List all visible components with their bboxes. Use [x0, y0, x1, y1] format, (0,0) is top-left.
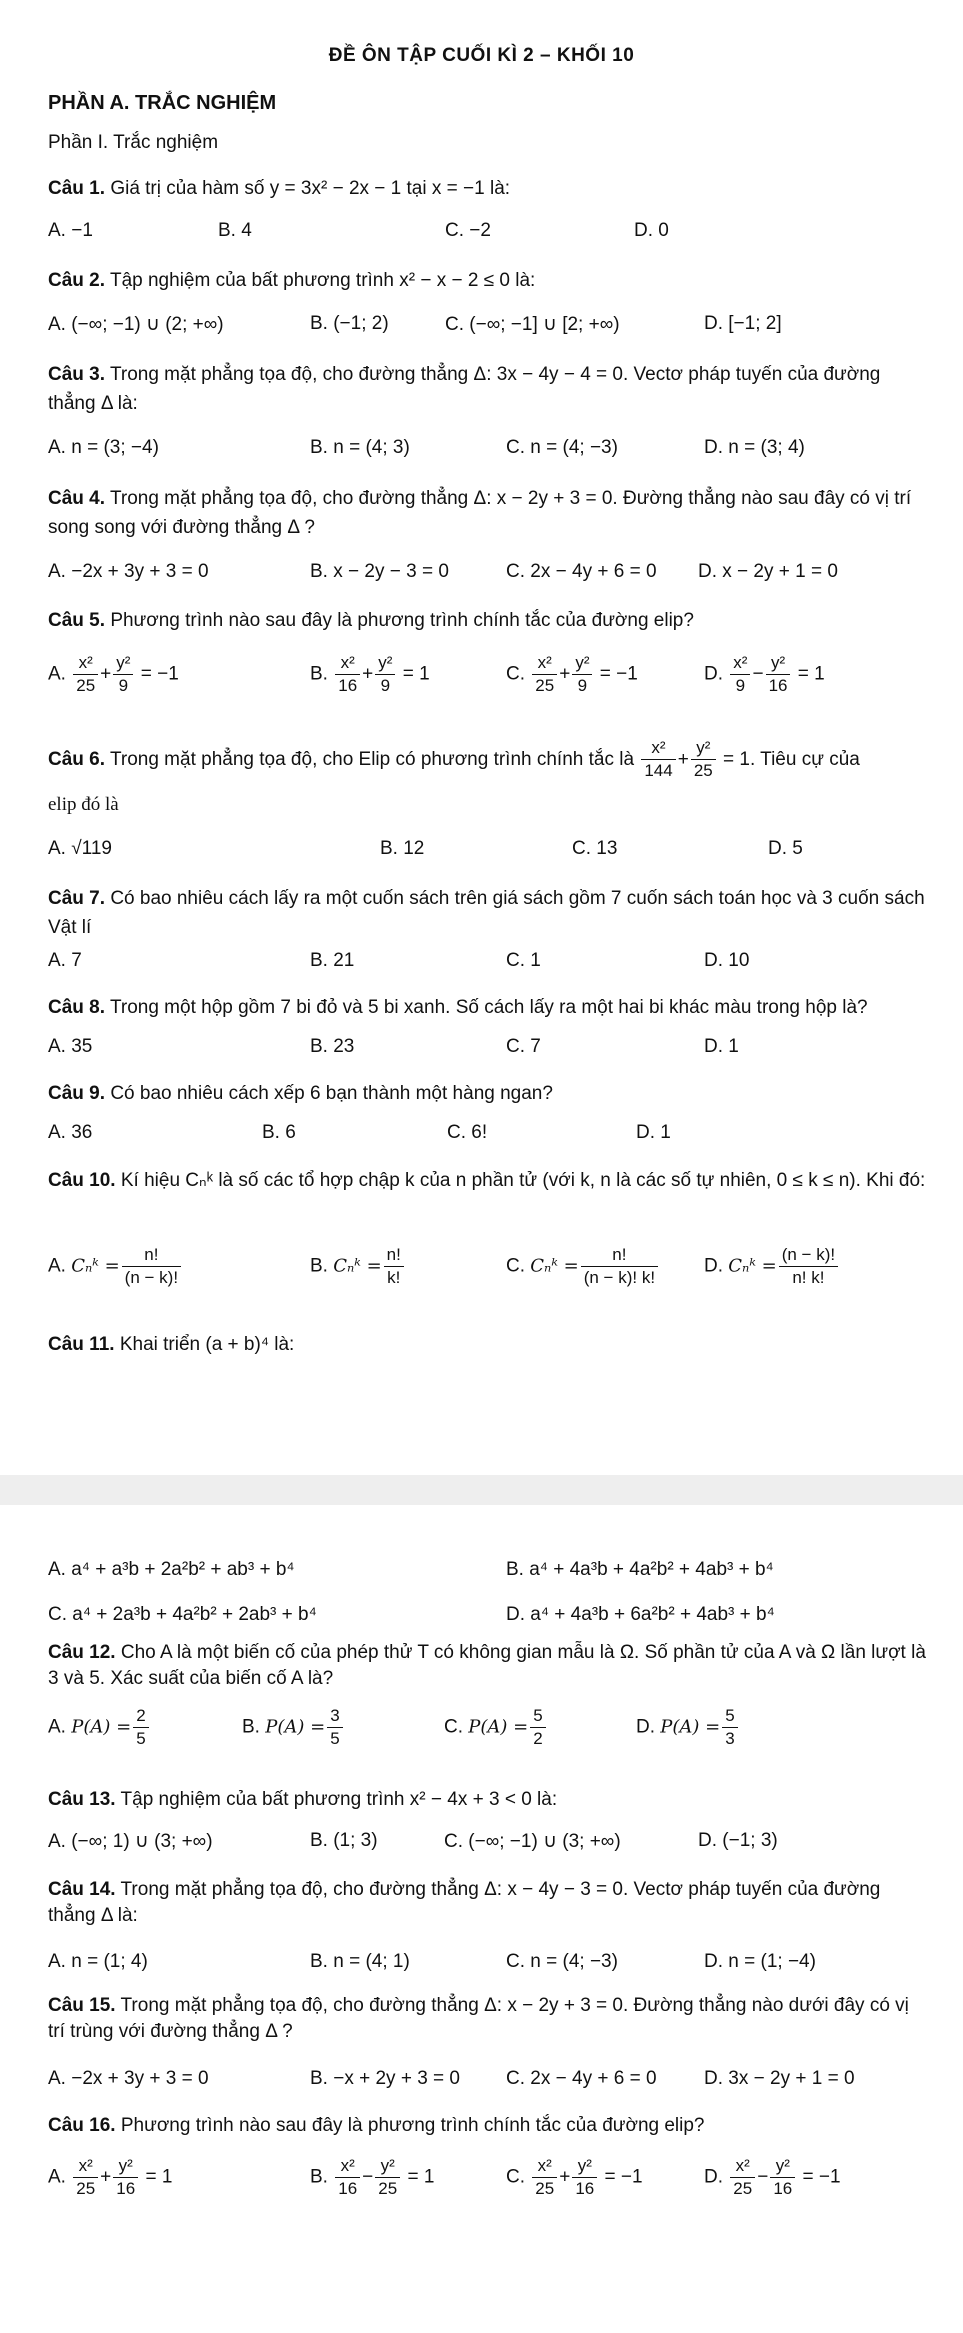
question-text: Trong mặt phẳng tọa độ, cho đường thẳng Δ: x − 4y − 3 = 0. Vectơ pháp tuyến của đường thẳng Δ là: — [48, 1879, 881, 1926]
question-text: Trong mặt phẳng tọa độ, cho Elip có phương trình chính tắc là — [109, 749, 635, 770]
option-c[interactable]: C. 2x − 4y + 6 = 0 — [506, 561, 657, 582]
question-text: Phương trình nào sau đây là phương trình chính tắc của đường elip? — [110, 610, 694, 631]
options-11-row-1 — [48, 1559, 928, 1599]
option-c[interactable]: C. (−∞; −1] ∪ [2; +∞) — [445, 314, 620, 335]
option-c[interactable]: C. n = (4; −3) — [506, 437, 618, 458]
option-b[interactable]: B. 12 — [380, 838, 425, 859]
question-number: Câu 13. — [48, 1789, 116, 1810]
option-d[interactable]: D. (−1; 3) — [698, 1830, 778, 1851]
document-title: ĐỀ ÔN TẬP CUỐI KÌ 2 – KHỐI 10 — [328, 45, 635, 66]
question-text: Trong một hộp gồm 7 bi đỏ và 5 bi xanh. Số cách lấy ra một hai bi khác màu trong hộp là? — [109, 997, 868, 1018]
question-12 — [48, 1640, 928, 1692]
question-7 — [48, 884, 928, 942]
question-number: Câu 10. — [48, 1170, 116, 1191]
option-c[interactable]: C. −2 — [445, 220, 491, 241]
section-part-a: PHẦN A. TRẮC NGHIỆM — [48, 92, 277, 114]
option-a[interactable]: A. (−∞; 1) ∪ (3; +∞) — [48, 1831, 213, 1852]
question-11 — [48, 1330, 928, 1359]
question-number: Câu 6. — [48, 749, 106, 770]
question-8 — [48, 993, 928, 1022]
options-6 — [48, 838, 928, 878]
option-b[interactable]: B. (1; 3) — [310, 1830, 378, 1851]
question-text: Phương trình nào sau đây là phương trình chính tắc của đường elip? — [120, 2115, 705, 2136]
option-a[interactable]: A. Cₙᵏ = $\frac{n!}{(n - k)!}$ — [48, 1244, 183, 1289]
option-d[interactable]: D. 10 — [704, 950, 750, 971]
option-c[interactable]: C. $\frac{\text{x²}}{25}$ + $\frac{\text{y²}}{16}$ = −1 — [506, 2156, 643, 2198]
option-c[interactable]: C. n = (4; −3) — [506, 1951, 618, 1972]
option-c[interactable]: C. 13 — [572, 838, 618, 859]
option-d[interactable]: D. n = (3; 4) — [704, 437, 805, 458]
option-a[interactable]: A. n = (1; 4) — [48, 1951, 148, 1972]
question-text: Khai triển (a + b)⁴ là: — [119, 1334, 295, 1355]
option-a[interactable]: A. −2x + 3y + 3 = 0 — [48, 2068, 209, 2089]
option-c[interactable]: C. 6! — [447, 1122, 488, 1143]
question-text: Cho A là một biến cố của phép thử T có không gian mẫu là Ω. Số phần tử của A và Ω lần lượt là 3 và 5. Xác suất của biến cố A là? — [48, 1642, 926, 1689]
option-c[interactable]: C. 2x − 4y + 6 = 0 — [506, 2068, 657, 2089]
question-number: Câu 7. — [48, 888, 106, 909]
question-15 — [48, 1993, 928, 2045]
option-a[interactable]: A. $\frac{\text{x²}}{25}$ + $\frac{\text{y²}}{16}$ = 1 — [48, 2156, 173, 2198]
question-3 — [48, 360, 928, 418]
option-c[interactable]: C. 7 — [506, 1036, 541, 1057]
question-16 — [48, 2111, 928, 2140]
question-2 — [48, 266, 928, 295]
option-d[interactable]: D. $\frac{\text{x²}}{9}$ − $\frac{\text{y²}}{16}$ = 1 — [704, 653, 825, 695]
option-d[interactable]: D. $\frac{\text{x²}}{25}$ − $\frac{\text{y²}}{16}$ = −1 — [704, 2156, 841, 2198]
option-b[interactable]: B. n = (4; 1) — [310, 1951, 410, 1972]
options-13 — [48, 1830, 928, 1870]
question-number: Câu 3. — [48, 364, 106, 385]
options-12 — [48, 1705, 928, 1765]
options-5 — [48, 652, 928, 716]
question-5 — [48, 606, 928, 635]
option-d[interactable]: D. x − 2y + 1 = 0 — [698, 561, 838, 582]
option-a[interactable]: A. −2x + 3y + 3 = 0 — [48, 561, 209, 582]
option-a[interactable]: A. √119 — [48, 838, 112, 859]
question-1 — [48, 174, 928, 203]
option-b[interactable]: B. n = (4; 3) — [310, 437, 410, 458]
question-number: Câu 8. — [48, 997, 106, 1018]
option-b[interactable]: B. 6 — [262, 1122, 296, 1143]
question-13 — [48, 1785, 928, 1814]
option-a[interactable]: A. 7 — [48, 950, 82, 971]
option-b[interactable]: B. $\frac{\text{x²}}{16}$ − $\frac{\text{y²}}{25}$ = 1 — [310, 2156, 435, 2198]
option-d[interactable]: D. 5 — [768, 838, 803, 859]
question-4 — [48, 484, 928, 542]
question-number: Câu 12. — [48, 1642, 116, 1663]
question-number: Câu 5. — [48, 610, 106, 631]
question-number: Câu 11. — [48, 1334, 115, 1355]
options-10 — [48, 1244, 928, 1304]
question-text: Tập nghiệm của bất phương trình x² − 4x + 3 < 0 là: — [120, 1789, 558, 1810]
option-a[interactable]: A. n = (3; −4) — [48, 437, 159, 458]
question-number: Câu 14. — [48, 1879, 116, 1900]
option-b[interactable]: B. Cₙᵏ = $\frac{n!}{k!}$ — [310, 1244, 406, 1289]
question-text: Có bao nhiêu cách lấy ra một cuốn sách trên giá sách gồm 7 cuốn sách toán học và 3 cuốn sách Vật lí — [48, 888, 925, 938]
option-a[interactable]: A. 35 — [48, 1036, 93, 1057]
option-b[interactable]: B. $\frac{\text{x²}}{16}$ + $\frac{\text{y²}}{9}$ = 1 — [310, 653, 430, 695]
option-c[interactable]: C. P(A) = $\frac{5}{2}$ — [444, 1705, 548, 1750]
options-7 — [48, 950, 928, 990]
option-a[interactable]: A. (−∞; −1) ∪ (2; +∞) — [48, 314, 224, 335]
option-c[interactable]: C. (−∞; −1) ∪ (3; +∞) — [444, 1831, 621, 1852]
question-10 — [48, 1166, 928, 1195]
option-b[interactable]: B. P(A) = $\frac{3}{5}$ — [242, 1705, 345, 1750]
question-text: Trong mặt phẳng tọa độ, cho đường thẳng Δ: x − 2y + 3 = 0. Đường thẳng nào dưới đây có vị trí trùng với đường thẳng Δ ? — [48, 1995, 909, 2042]
option-b[interactable]: B. (−1; 2) — [310, 313, 389, 334]
option-b[interactable]: B. 23 — [310, 1036, 355, 1057]
option-c[interactable]: C. a⁴ + 2a³b + 4a²b² + 2ab³ + b⁴ — [48, 1604, 317, 1625]
question-9 — [48, 1079, 928, 1108]
options-15 — [48, 2068, 928, 2108]
option-a[interactable]: A. 36 — [48, 1122, 93, 1143]
question-number: Câu 1. — [48, 178, 106, 199]
option-b[interactable]: B. a⁴ + 4a³b + 4a²b² + 4ab³ + b⁴ — [506, 1559, 774, 1580]
option-d[interactable]: D. 0 — [634, 220, 669, 241]
question-number: Câu 15. — [48, 1995, 116, 2016]
options-16 — [48, 2155, 928, 2219]
question-number: Câu 9. — [48, 1083, 106, 1104]
option-c[interactable]: C. Cₙᵏ = $\frac{n!}{(n - k)! k!}$ — [506, 1244, 660, 1289]
question-text: Giá trị của hàm số y = 3x² − 2x − 1 tại x = −1 là: — [110, 178, 511, 199]
page-2 — [0, 1505, 963, 2333]
option-b[interactable]: B. 4 — [218, 220, 252, 241]
question-text: Có bao nhiêu cách xếp 6 bạn thành một hàng ngan? — [110, 1083, 553, 1104]
options-4 — [48, 561, 928, 601]
question-6: Câu 6. Trong mặt phẳng tọa độ, cho Elip có phương trình chính tắc là $\frac{\text{x²}}{144}$ + $\frac{\text{y²}}{25}$ = 1. Tiêu cự của — [48, 738, 860, 781]
options-8 — [48, 1036, 928, 1076]
question-text: Trong mặt phẳng tọa độ, cho đường thẳng Δ: 3x − 4y − 4 = 0. Vectơ pháp tuyến của đường thẳng Δ là: — [48, 364, 881, 414]
option-d[interactable]: D. 1 — [636, 1122, 671, 1143]
page-break — [0, 1475, 963, 1505]
option-d[interactable]: D. 1 — [704, 1036, 739, 1057]
question-number: Câu 16. — [48, 2115, 116, 2136]
option-c[interactable]: C. $\frac{\text{x²}}{25}$ + $\frac{\text{y²}}{9}$ = −1 — [506, 653, 638, 695]
option-c[interactable]: C. 1 — [506, 950, 541, 971]
question-number: Câu 4. — [48, 488, 106, 509]
option-d[interactable]: D. a⁴ + 4a³b + 6a²b² + 4ab³ + b⁴ — [506, 1604, 775, 1625]
option-d[interactable]: D. [−1; 2] — [704, 313, 782, 334]
option-a[interactable]: A. −1 — [48, 220, 93, 241]
option-b[interactable]: B. x − 2y − 3 = 0 — [310, 561, 449, 582]
option-a[interactable]: A. $\frac{\text{x²}}{25}$ + $\frac{\text{y²}}{9}$ = −1 — [48, 653, 179, 695]
options-9 — [48, 1122, 928, 1162]
option-d[interactable]: D. 3x − 2y + 1 = 0 — [704, 2068, 855, 2089]
option-a[interactable]: A. a⁴ + a³b + 2a²b² + ab³ + b⁴ — [48, 1559, 295, 1580]
option-b[interactable]: B. −x + 2y + 3 = 0 — [310, 2068, 460, 2089]
question-text: Trong mặt phẳng tọa độ, cho đường thẳng Δ: x − 2y + 3 = 0. Đường thẳng nào sau đây có vị trí song song với đường thẳng Δ ? — [48, 488, 912, 538]
options-11-row-2 — [48, 1604, 928, 1644]
option-d[interactable]: D. n = (1; −4) — [704, 1951, 816, 1972]
question-text: Kí hiệu Cₙᵏ là số các tổ hợp chập k của n phần tử (với k, n là các số tự nhiên, 0 ≤ k ≤ n). Khi đó: — [120, 1170, 926, 1191]
option-d[interactable]: D. Cₙᵏ = $\frac{(n - k)!}{n! k!}$ — [704, 1244, 840, 1289]
options-2 — [48, 313, 928, 353]
option-a[interactable]: A. P(A) = $\frac{2}{5}$ — [48, 1705, 151, 1750]
option-d[interactable]: D. P(A) = $\frac{5}{3}$ — [636, 1705, 740, 1750]
question-6-cont: elip đó là — [48, 794, 119, 815]
options-3 — [48, 437, 928, 477]
options-1 — [48, 220, 928, 260]
question-text: Tập nghiệm của bất phương trình x² − x − 2 ≤ 0 là: — [109, 270, 536, 291]
question-number: Câu 2. — [48, 270, 106, 291]
section-part-1: Phần I. Trắc nghiệm — [48, 132, 219, 153]
question-14 — [48, 1877, 928, 1929]
option-b[interactable]: B. 21 — [310, 950, 355, 971]
options-14 — [48, 1951, 928, 1991]
